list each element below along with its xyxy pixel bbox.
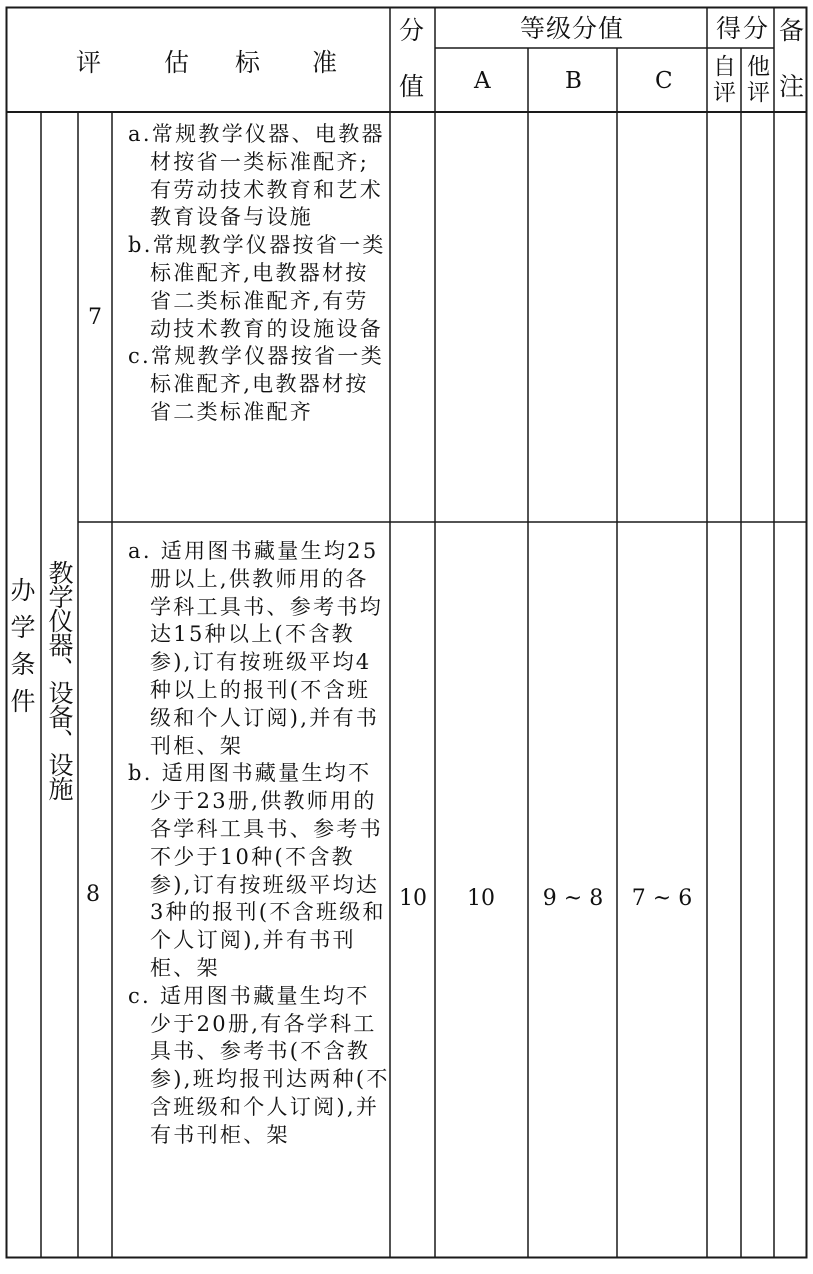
- header-criteria-char-2: 估: [164, 48, 190, 77]
- header-grade-group: 等级分值: [520, 14, 625, 43]
- row-8-score: 10: [399, 886, 427, 911]
- row-8-item-a: a. 适用图书藏量生均25册以上,供教师用的各学科工具书、参考书均达15种以上(不含教参),订有按班级平均4种以上的报刊(不含班级和个人订阅),并有书刊柜、架: [128, 539, 383, 758]
- row-8-grade-a: 10: [467, 886, 495, 911]
- row-7-number: 7: [88, 305, 102, 330]
- row-8-number: 8: [86, 882, 100, 907]
- row-8-grade-b: 9 ~ 8: [542, 886, 604, 911]
- header-self-eval-1: 自: [713, 54, 736, 80]
- header-criteria-char-3: 标: [235, 48, 261, 77]
- header-other-eval-2: 评: [747, 80, 770, 106]
- subcategory-label: 教学仪器、设备、设施: [45, 560, 74, 800]
- category-label: 办学条件: [7, 577, 36, 725]
- header-grade-c: C: [655, 68, 673, 94]
- row-8-grade-c: 7 ~ 6: [631, 886, 693, 911]
- header-score-bottom: 值: [399, 72, 425, 101]
- header-self-eval-2: 评: [713, 80, 736, 106]
- header-grade-b: B: [565, 68, 582, 94]
- header-criteria-char-4: 准: [312, 48, 338, 77]
- header-grade-a: A: [474, 68, 491, 94]
- header-score-top: 分: [399, 16, 425, 45]
- row-7-item-c: c.常规教学仪器按省一类标准配齐,电教器材按省二类标准配齐: [128, 344, 385, 424]
- header-criteria-char-1: 评: [76, 48, 102, 77]
- header-remark-2: 注: [779, 72, 805, 101]
- header-remark-1: 备: [779, 16, 805, 45]
- header-got-score: 得分: [716, 14, 771, 43]
- row-8-item-c: c. 适用图书藏量生均不少于20册,有各学科工具书、参考书(不含教参),班均报刊达两种(不含班级和个人订阅),并有书刊柜、架: [128, 983, 390, 1147]
- row-7-item-b: b.常规教学仪器按省一类标准配齐,电教器材按省二类标准配齐,有劳动技术教育的设施设备: [128, 233, 386, 341]
- row-7-criteria: [128, 121, 390, 427]
- row-8-criteria: [128, 538, 390, 1150]
- row-7-item-a: a.常规教学仪器、电教器材按省一类标准配齐;有劳动技术教育和艺术教育设备与设施: [128, 122, 385, 230]
- row-8-item-b: b. 适用图书藏量生均不少于23册,供教师用的各学科工具书、参考书不少于10种(不含教参),订有按班级平均达3种的报刊(不含班级和个人订阅),并有书刊柜、架: [128, 761, 386, 980]
- header-other-eval-1: 他: [747, 54, 770, 80]
